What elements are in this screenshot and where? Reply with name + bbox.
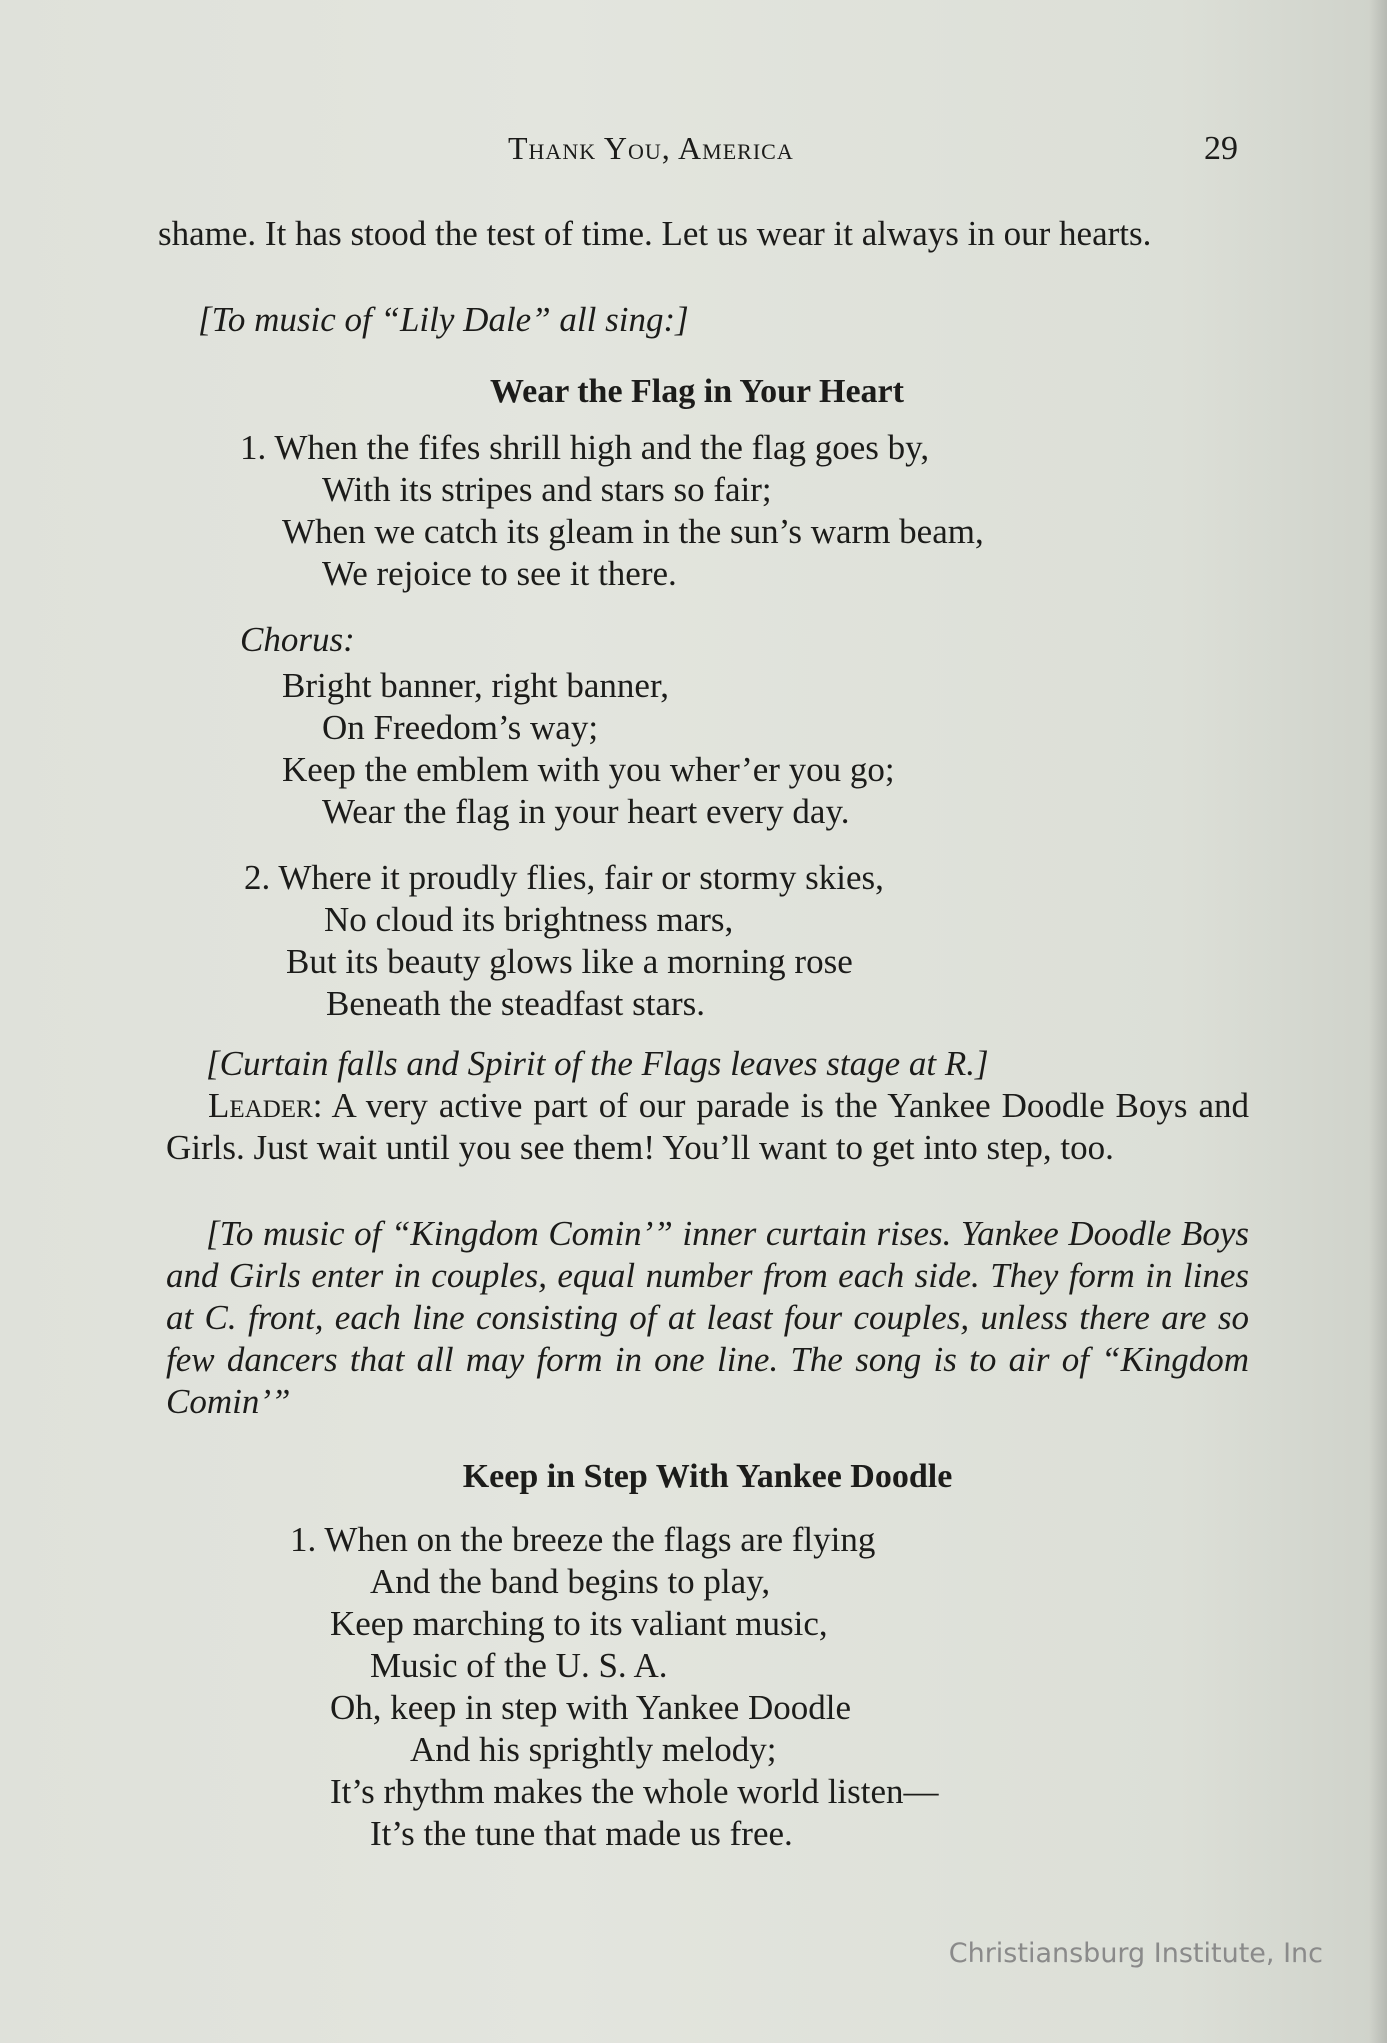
- chorus-label: Chorus:: [240, 620, 355, 659]
- lyric-line: Keep the emblem with you wher’er you go;: [282, 750, 895, 789]
- lyric-line: And his sprightly melody;: [410, 1730, 777, 1769]
- lyric-line: When we catch its gleam in the sun’s warm beam,: [282, 512, 984, 551]
- speaker-label: Leader:: [208, 1086, 323, 1125]
- lyric-line: Keep marching to its valiant music,: [330, 1604, 828, 1643]
- leader-paragraph: [166, 1085, 1249, 1169]
- lyric-line: With its stripes and stars so fair;: [322, 470, 772, 509]
- lyric-line: 1. When on the breeze the flags are flying: [290, 1520, 876, 1559]
- watermark: Christiansburg Institute, Inc: [948, 1938, 1323, 1969]
- opening-paragraph: shame. It has stood the test of time. Let us wear it always in our hearts.: [158, 214, 1152, 253]
- lyric-line: Oh, keep in step with Yankee Doodle: [330, 1688, 852, 1727]
- lyric-line: Music of the U. S. A.: [370, 1646, 668, 1685]
- page-header: [158, 130, 1238, 180]
- lyric-line: 2. Where it proudly flies, fair or stormy skies,: [244, 858, 884, 897]
- lyric-line: On Freedom’s way;: [322, 708, 599, 747]
- song-title-wear-the-flag: Wear the Flag in Your Heart: [490, 373, 904, 410]
- lyric-line: But its beauty glows like a morning rose: [286, 942, 853, 981]
- lyric-line: Bright banner, right banner,: [282, 666, 669, 705]
- page-number: 29: [1204, 130, 1238, 167]
- song-title-yankee-doodle: Keep in Step With Yankee Doodle: [462, 1458, 953, 1495]
- stage-direction-kingdom-comin: [To music of “Kingdom Comin’” inner curtain rises. Yankee Doodle Boys and Girls enter in couples, equal number from each side. They form in lines at C. front, each line consisting of at least four couples, unless there are so few dancers that all may form in one line. The song is to air of “Kingdom Comin’”: [166, 1214, 1249, 1421]
- running-title: Thank You, America: [508, 130, 794, 166]
- lyric-line: 1. When the fifes shrill high and the flag goes by,: [240, 428, 930, 467]
- lyric-line: It’s the tune that made us free.: [370, 1814, 793, 1853]
- lyric-line: We rejoice to see it there.: [322, 554, 677, 593]
- lyric-line: Beneath the steadfast stars.: [326, 984, 706, 1023]
- lyric-line: No cloud its brightness mars,: [324, 900, 734, 939]
- stage-direction-lily-dale: [To music of “Lily Dale” all sing:]: [198, 300, 689, 339]
- lyric-line: Wear the flag in your heart every day.: [322, 792, 850, 831]
- stage-direction-curtain: [Curtain falls and Spirit of the Flags leaves stage at R.]: [206, 1044, 989, 1083]
- lyric-line: And the band begins to play,: [370, 1562, 771, 1601]
- lyric-line: It’s rhythm makes the whole world listen—: [330, 1772, 939, 1811]
- leader-speech: A very active part of our parade is the Yankee Doodle Boys and Girls. Just wait until you see them! You’ll want to get into step, too.: [166, 1086, 1249, 1167]
- page-edge-shadow: [1369, 0, 1387, 2043]
